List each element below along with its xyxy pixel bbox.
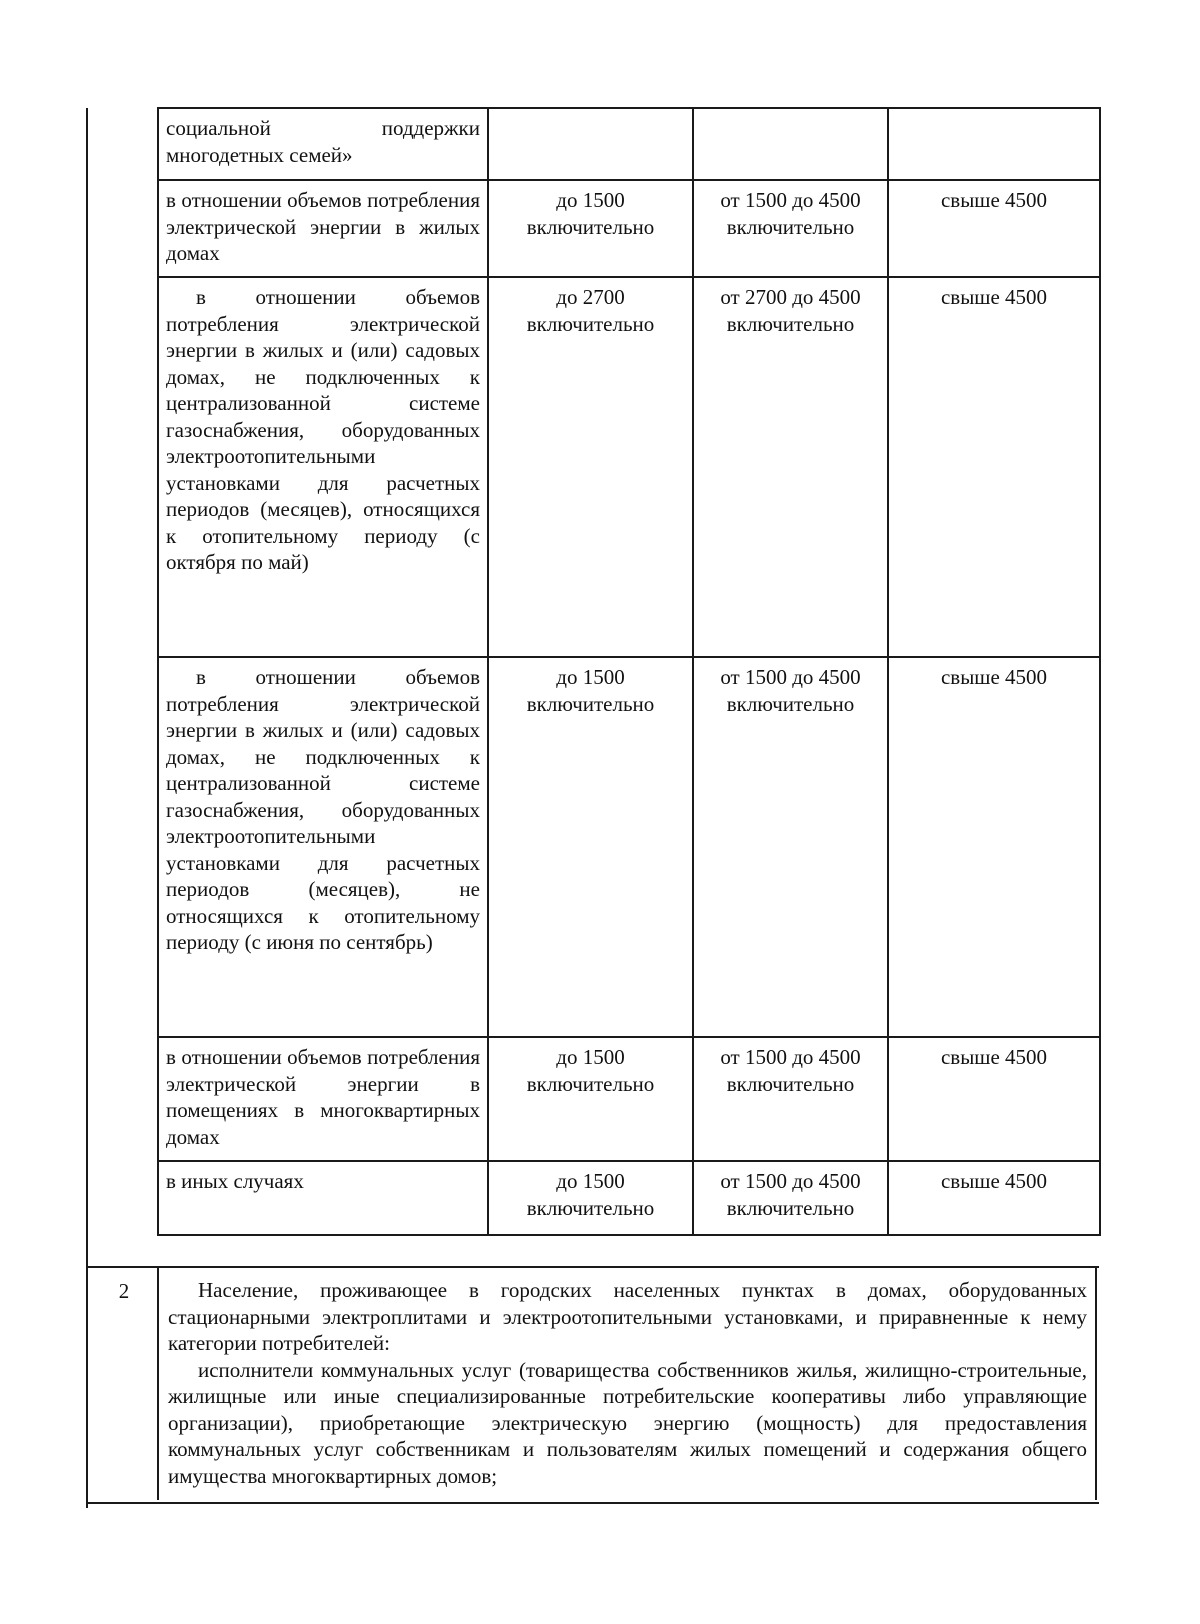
row-description: социальной поддержки многодетных семей» [158,108,488,180]
row-range-mid: от 1500 до 4500 включительно [693,657,888,1037]
section-2-row [86,1266,1099,1504]
table-row [158,657,1100,1037]
section-2-body [157,1268,1097,1500]
row-range-mid: от 2700 до 4500 включительно [693,277,888,657]
row-description: в отношении объемов потребления электрической энергии в жилых домах [158,180,488,277]
row-description: в иных случаях [158,1161,488,1235]
section-2-paragraph-population: Население, проживающее в городских населенных пунктах в домах, оборудованных стационарными электроплитами и электроотопительными установками, и приравненные к нему категории потребителей: [168,1278,1087,1355]
row-range-high: свыше 4500 [888,180,1100,277]
row-description: в отношении объемов потребления электрической энергии в жилых и (или) садовых домах, не подключенных к централизованной системе газоснабжения, оборудованных электроотопительными установками для расчетных периодов (месяцев), относящихся к отопительному периоду (с октября по май) [158,277,488,657]
row-range-high: свыше 4500 [888,277,1100,657]
table-row [158,1037,1100,1161]
row-range-low: до 1500 включительно [488,1037,693,1161]
section-number: 2 [118,1279,130,1303]
section-2-paragraph-utility-providers: исполнители коммунальных услуг (товарищества собственников жилья, жилищно-строительные, жилищные или иные специализированные потребительские кооперативы либо управляющие организации), приобретающие электрическую энергию (мощность) для предоставления коммунальных услуг собственникам и пользователям жилых помещений и содержания общего имущества многоквартирных домов; [168,1357,1087,1488]
row-range-high: свыше 4500 [888,1161,1100,1235]
row-description: в отношении объемов потребления электрической энергии в помещениях в многоквартирных домах [158,1037,488,1161]
row-range-mid: от 1500 до 4500 включительно [693,180,888,277]
row-range-high: свыше 4500 [888,657,1100,1037]
row-range-low: до 2700 включительно [488,277,693,657]
tariff-table-container [157,107,1101,1236]
table-row [158,180,1100,277]
table-row [158,277,1100,657]
row-range-high: свыше 4500 [888,1037,1100,1161]
row-range-low: до 1500 включительно [488,657,693,1037]
row-range-low [488,108,693,180]
tariff-volume-table [157,107,1101,1236]
table-row [158,1161,1100,1235]
table-row [158,108,1100,180]
row-range-high [888,108,1100,180]
row-range-low: до 1500 включительно [488,180,693,277]
row-range-mid: от 1500 до 4500 включительно [693,1161,888,1235]
row-range-mid: от 1500 до 4500 включительно [693,1037,888,1161]
row-description: в отношении объемов потребления электрической энергии в жилых и (или) садовых домах, не подключенных к централизованной системе газоснабжения, оборудованных электроотопительными установками для расчетных периодов (месяцев), не относящихся к отопительному периоду (с июня по сентябрь) [158,657,488,1037]
row-range-low: до 1500 включительно [488,1161,693,1235]
row-range-mid [693,108,888,180]
